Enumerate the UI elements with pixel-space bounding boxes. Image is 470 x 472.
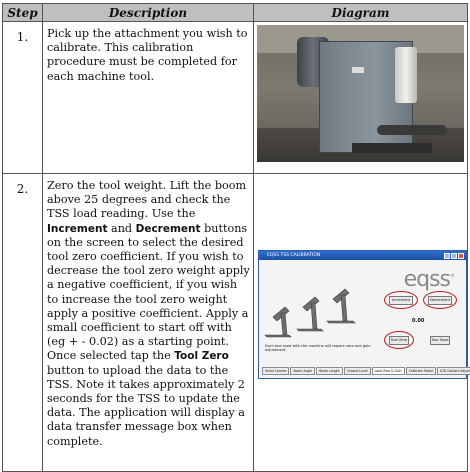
window-titlebar: [259, 251, 466, 260]
eqss-logo: eqss®: [403, 267, 454, 292]
decrement-button: Decrement: [428, 296, 452, 305]
header-diagram: Diagram: [254, 4, 468, 22]
window-title: EQSS TSS CALIBRATION: [267, 253, 321, 258]
step-number: 2.: [3, 174, 43, 472]
tab: Serial Comms: [262, 367, 289, 375]
step-description: Pick up the attachment you wish to calibrate. This calibration procedure must be completed for each machine tool.: [43, 22, 254, 174]
tool-forks-illustration: [263, 277, 379, 343]
tab: Boom Angle: [290, 367, 315, 375]
tool-save-button: Tool Save: [430, 336, 450, 345]
close-icon: [458, 253, 464, 259]
keyword-tool-zero: Tool Zero: [174, 350, 229, 363]
tab: Calibrate Rated: [406, 367, 436, 375]
maximize-icon: [451, 253, 457, 259]
header-description: Description: [43, 4, 254, 22]
keyword-decrement: Decrement: [135, 222, 201, 235]
desc-text: button to upload the data to the TSS. Note it takes approximately 2 seconds for the TSS to update the data. The application will display a data transfer message box when complete.: [47, 363, 245, 448]
tab-active: Load Zero & Gain: [372, 367, 405, 375]
step-description: [43, 174, 254, 472]
step-number: 1.: [3, 22, 43, 174]
procedure-table: [2, 3, 468, 472]
header-step: Step: [3, 4, 43, 22]
tab-bar: [262, 367, 470, 375]
adjustment-note: Each tool used with the machine will require zero and gain adjustment.: [265, 344, 371, 353]
logo-text: eqss: [403, 267, 450, 292]
keyword-increment: Increment: [47, 222, 108, 235]
tab: LOD Contact Adjust: [437, 367, 470, 375]
tab: Boom Length: [316, 367, 343, 375]
tab: Chassis Level: [344, 367, 371, 375]
table-row: [3, 22, 468, 174]
highlight-ring: [384, 331, 414, 349]
coefficient-value: 0.00: [412, 318, 425, 324]
desc-text: Zero the tool weight. Lift the boom above 25 degrees and check the TSS load reading. Use the: [47, 179, 247, 221]
tool-zero-button: Tool Zero: [389, 336, 409, 345]
highlight-ring: [384, 291, 418, 309]
desc-text: and: [107, 221, 136, 235]
diagram-cell: [254, 22, 468, 174]
minimize-icon: [444, 253, 450, 259]
highlight-ring: [423, 291, 457, 309]
desc-text: Once selected tap the: [47, 349, 175, 363]
calibration-app-screenshot: [258, 250, 470, 379]
attachment-photo: [257, 25, 464, 162]
desc-text: buttons on the screen to select the desired tool zero coefficient. If you wish to decrease the tool zero weight apply a negative coefficient, if you wish to increase the tool zero weight apply a positive coefficient. Apply a small coefficient to start off with (eg + - 0.02) as a starting point.: [47, 221, 250, 349]
increment-button: Increment: [389, 296, 413, 305]
